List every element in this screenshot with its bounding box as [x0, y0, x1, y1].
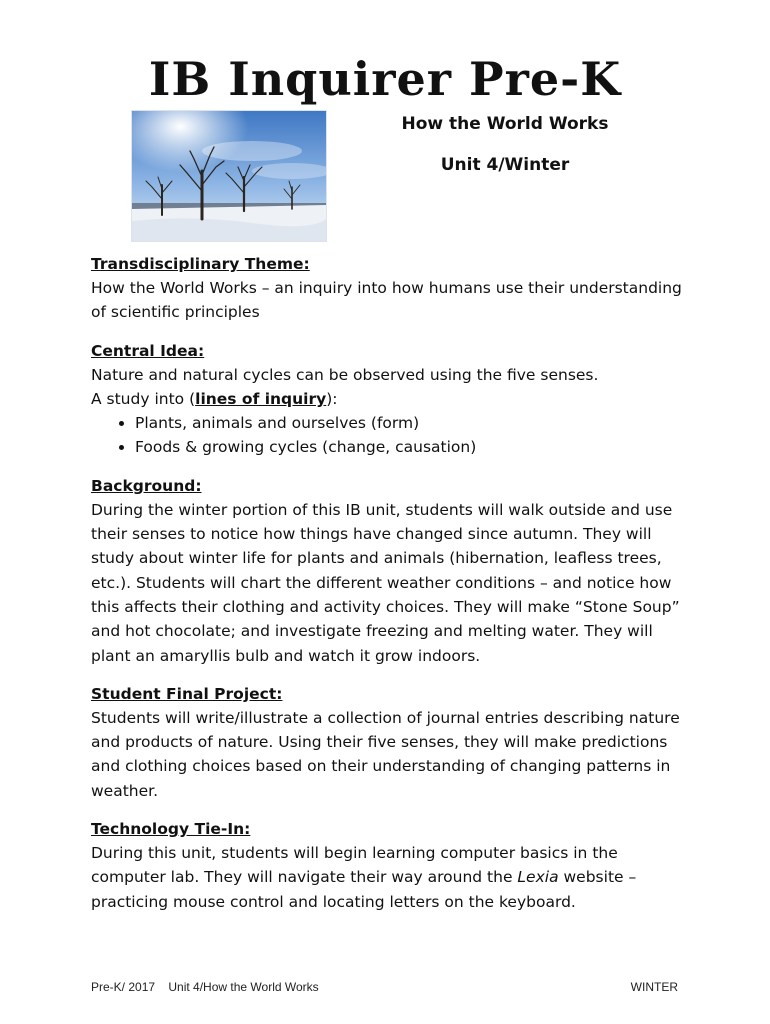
- project-section: [91, 682, 691, 803]
- content-sections: [91, 252, 691, 928]
- project-text: Students will write/illustrate a collection of journal entries describing nature and products of nature. Using their five senses, they will make predictions and clothing choices based on their understanding of changing patterns in weather.: [91, 708, 680, 800]
- project-heading: Student Final Project:: [91, 684, 283, 703]
- central-idea-section: [91, 339, 691, 460]
- technology-heading: Technology Tie-In:: [91, 820, 251, 839]
- inquiry-bullets: [91, 411, 691, 460]
- central-idea-text: Nature and natural cycles can be observed using the five senses.: [91, 365, 599, 384]
- study-prefix: A study into (: [91, 389, 196, 408]
- theme-text: How the World Works – an inquiry into how humans use their understanding of scientific principles: [91, 279, 682, 322]
- central-idea-heading: Central Idea:: [91, 341, 205, 360]
- technology-text: [91, 841, 691, 914]
- background-text: During the winter portion of this IB unit, students will walk outside and use their senses to notice how things have changed since autumn. They will study about winter life for plants and animals (hibernation, leafless trees, etc.). Students will chart the different weather conditions – and notice how this affects their clothing and activity choices. They will make “Stone Soup” and hot chocolate; and investigate freezing and melting water. They will plant an amaryllis bulb and watch it grow indoors.: [91, 500, 680, 665]
- theme-section: [91, 252, 691, 325]
- unit-subtitle-number: Unit 4/Winter: [440, 155, 570, 175]
- winter-trees-photo: [131, 110, 327, 242]
- lexia-name: Lexia: [517, 868, 559, 887]
- background-heading: Background:: [91, 476, 202, 495]
- footer-left: Pre-K/ 2017 Unit 4/How the World Works: [91, 980, 319, 994]
- technology-section: [91, 817, 691, 914]
- page-title: IB Inquirer Pre-K: [148, 52, 622, 106]
- footer-right: WINTER: [630, 980, 678, 994]
- technology-text-end: website – practicing mouse control and locating letters on the keyboard.: [91, 868, 637, 911]
- theme-heading: Transdisciplinary Theme:: [91, 255, 310, 273]
- list-item: • Foods & growing cycles (change, causation): [135, 435, 691, 459]
- study-suffix: ):: [326, 389, 338, 408]
- list-item: • Plants, animals and ourselves (form): [135, 411, 691, 435]
- technology-text-start: During this unit, students will begin learning computer basics in the computer lab. They will navigate their way around the: [91, 844, 618, 887]
- background-section: [91, 474, 691, 668]
- unit-subtitle-theme: How the World Works: [401, 114, 609, 134]
- lines-of-inquiry-label: lines of inquiry: [195, 389, 327, 408]
- lines-of-inquiry-intro: [91, 387, 691, 411]
